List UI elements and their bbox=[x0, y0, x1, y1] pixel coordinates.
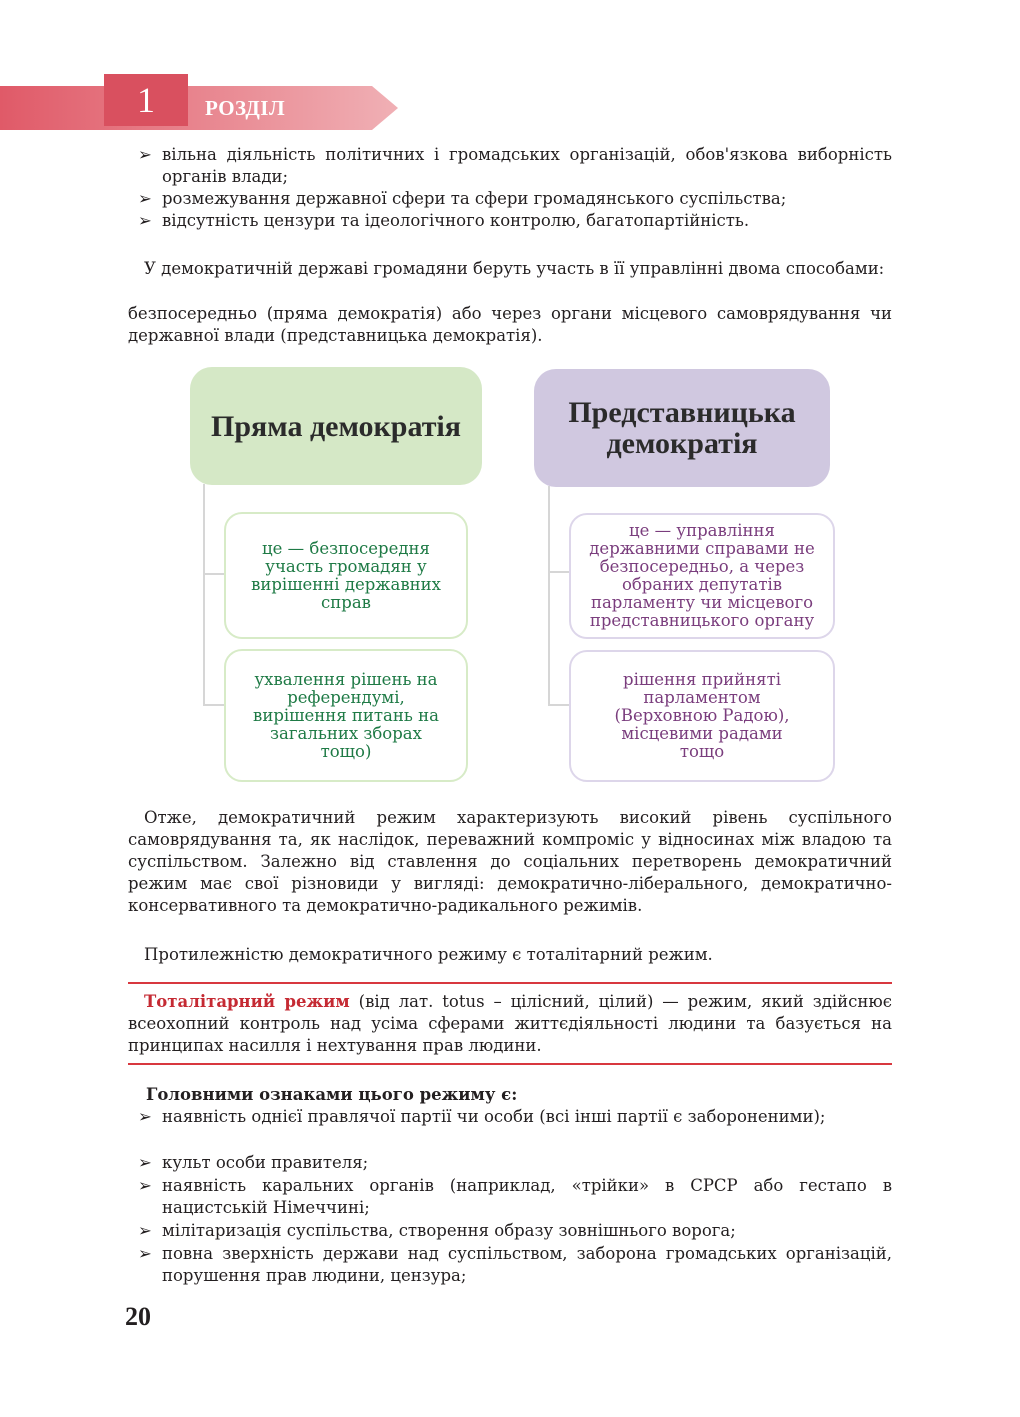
list-item: ➢ повна зверхність держави над суспільством, заборона громадських організацій, порушення прав людини, цензура; bbox=[138, 1244, 892, 1285]
bullet-arrow-icon: ➢ bbox=[138, 145, 152, 164]
paragraph: У демократичній державі громадяни беруть участь в її управлінні двома способами: bbox=[144, 259, 885, 278]
list-item: ➢ відсутність цензури та ідеологічного контролю, багатопартійність. bbox=[138, 211, 750, 230]
definition-rule-bottom bbox=[128, 1063, 892, 1065]
direct-democracy-heading: Пряма демократія bbox=[190, 367, 482, 485]
representative-definition-box: це — управління державними справами не безпосередньо, а через обраних депутатів парламенту чи місцевого представницького органу bbox=[569, 513, 835, 639]
direct-definition-box: це — безпосередня участь громадян у вирішенні державних справ bbox=[224, 512, 468, 639]
page-number: 20 bbox=[125, 1302, 151, 1331]
bullet-arrow-icon: ➢ bbox=[138, 1176, 152, 1195]
list-item: ➢ наявність однієї правлячої партії чи особи (всі інші партії є забороненими); bbox=[138, 1107, 826, 1126]
definition-term: Тоталітарний режим bbox=[144, 992, 350, 1011]
direct-example-box: ухвалення рішень на референдумі, вирішення питань на загальних зборах тощо) bbox=[224, 649, 468, 782]
definition-rule-top bbox=[128, 982, 892, 984]
list-item: ➢ наявність каральних органів (наприклад, «трійки» в СРСР або гестапо в нацистській Німеччині; bbox=[138, 1176, 892, 1217]
paragraph: Протилежністю демократичного режиму є тоталітарний режим. bbox=[144, 945, 713, 964]
bullet-arrow-icon: ➢ bbox=[138, 1107, 152, 1126]
representative-example-box: рішення прийняті парламентом (Верховною Радою), місцевими радами тощо bbox=[569, 650, 835, 782]
bullet-arrow-icon: ➢ bbox=[138, 211, 152, 230]
chapter-number: 1 bbox=[104, 74, 188, 126]
chapter-ribbon bbox=[0, 74, 398, 130]
paragraph: Отже, демократичний режим характеризують високий рівень суспільного самоврядування та, як наслідок, переважний компроміс у відносинах між владою та суспільством. Залежно від ставлення до соціальних перетворень демократичний режим має свої різновиди у вигляді: демократично-ліберального, демократично-консервативного та демократично-радикального режимів. bbox=[128, 808, 892, 915]
representative-democracy-heading: Представницька демократія bbox=[534, 369, 830, 487]
bullet-arrow-icon: ➢ bbox=[138, 189, 152, 208]
bullet-arrow-icon: ➢ bbox=[138, 1221, 152, 1240]
bullet-arrow-icon: ➢ bbox=[138, 1244, 152, 1263]
list-item: ➢ вільна діяльність політичних і громадських організацій, обов'язкова виборність органів влади; bbox=[138, 145, 892, 186]
definition: Тоталітарний режим (від лат. totus – цілісний, цілий) — режим, який здійснює всеохопний контроль над усіма сферами життєдіяльності людини та базується на принципах насилля і нехтування прав людини. bbox=[128, 992, 892, 1055]
list-item: ➢ мілітаризація суспільства, створення образу зовнішнього ворога; bbox=[138, 1221, 736, 1240]
chapter-label: РОЗДІЛ bbox=[205, 96, 286, 120]
paragraph: безпосередньо (пряма демократія) або через органи місцевого самоврядування чи державної влади (представницька демократія). bbox=[128, 304, 892, 345]
bullet-arrow-icon: ➢ bbox=[138, 1153, 152, 1172]
features-heading: Головними ознаками цього режиму є: bbox=[146, 1085, 518, 1104]
list-item: ➢ культ особи правителя; bbox=[138, 1153, 369, 1172]
list-item: ➢ розмежування державної сфери та сфери громадянського суспільства; bbox=[138, 189, 787, 208]
